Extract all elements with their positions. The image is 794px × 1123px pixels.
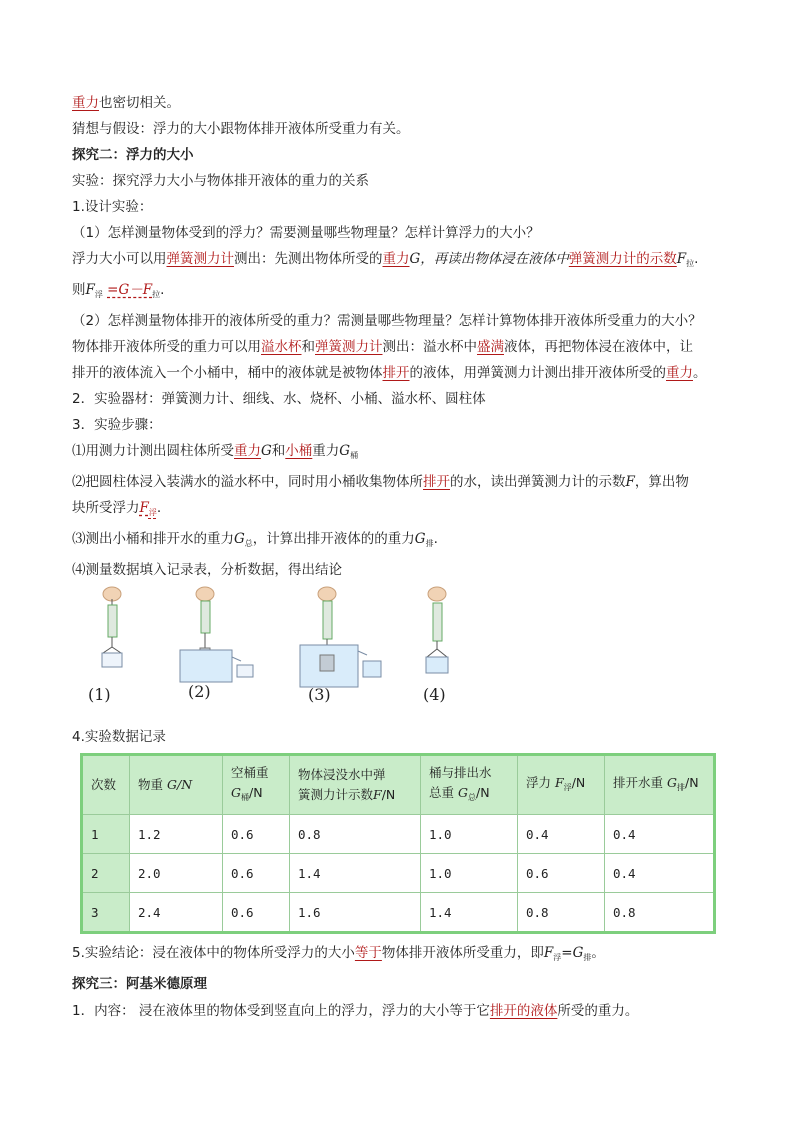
answer-blank: 弹簧测力计 (166, 251, 234, 267)
question-1: （1）怎样测量物体受到的浮力？需要测量哪些物理量？怎样计算浮力的大小？ (72, 225, 540, 241)
conclusion (72, 940, 732, 971)
header-text: 浮力 (526, 774, 552, 790)
answer-blank: F (139, 500, 149, 516)
header-text: 排开水重 (613, 774, 664, 790)
subscript: 拉 (686, 259, 695, 268)
table-cell: 1.4 (421, 893, 518, 933)
question-2: （2）怎样测量物体排开的液体所受的重力？需测量哪些物理量？怎样计算物体排开液体所受重力的大小？ (72, 313, 702, 329)
text: 的水，读出弹簧测力计的示数 (450, 474, 626, 490)
symbol: F (373, 787, 382, 802)
step-3 (72, 526, 732, 557)
text: 。 (591, 945, 605, 961)
text: . (156, 500, 162, 516)
text: 重力 (312, 443, 340, 459)
unit: /N (685, 774, 699, 790)
answer-blank: 弹簧测力计 (315, 339, 383, 355)
symbol: G (261, 443, 272, 459)
step-2 (72, 469, 732, 495)
text: ⑵把圆柱体浸入装满水的溢水杯中，同时用小桶收集物体所 (72, 474, 423, 490)
answer-blank: 重力 (234, 443, 261, 459)
header-cell (518, 755, 605, 815)
table-cell: 0.8 (290, 815, 421, 854)
unit: /N (177, 777, 193, 792)
symbol: F (543, 945, 554, 961)
header-cell (82, 755, 130, 815)
figure-3-illustration (295, 585, 390, 690)
answer-blank: 弹簧测力计的示数 (568, 251, 677, 267)
subscript: 排 (583, 953, 592, 962)
answer-blank: 溢水杯 (261, 339, 302, 355)
design-heading: 1.设计实验： (72, 199, 153, 215)
text: 块所受浮力 (72, 500, 140, 516)
subscript: 桶 (241, 792, 249, 802)
line-8 (72, 277, 732, 308)
table-cell: 0.8 (518, 893, 605, 933)
answer-blank: 重力 (382, 251, 410, 267)
header-text: 簧测力计示数 (298, 787, 374, 802)
subscript: 排 (677, 782, 685, 792)
table-cell: 0.6 (223, 854, 290, 893)
figure-2-illustration (175, 585, 270, 685)
line-11 (72, 360, 732, 386)
subscript: 浮 (94, 290, 103, 299)
table-cell: 1.0 (421, 815, 518, 854)
symbol: F (85, 282, 95, 298)
header-cell (130, 755, 223, 815)
text: ⑶测出小桶和排开水的重力 (72, 531, 234, 547)
data-record-heading: 4.实验数据记录 (72, 729, 166, 745)
symbol: G (234, 531, 245, 547)
text: ，算出物 (634, 474, 689, 490)
subscript: 浮 (553, 953, 562, 962)
symbol: G (339, 443, 351, 459)
symbol: G (414, 531, 426, 547)
text: . (694, 251, 699, 267)
subscript: 总 (468, 792, 476, 802)
table-row (82, 893, 715, 933)
table-cell: 0.4 (605, 854, 715, 893)
text: 测出：溢水杯中 (382, 339, 477, 355)
unit: /N (476, 784, 490, 800)
text: 则 (72, 282, 86, 298)
figure-2-label: (2) (188, 682, 211, 701)
hypothesis: 猜想与假设：浮力的大小跟物体排开液体所受重力有关。 (72, 121, 410, 137)
document-body (72, 90, 732, 583)
text: . (160, 282, 165, 298)
subscript: 排 (425, 539, 434, 548)
header-text: 次数 (91, 777, 117, 792)
subscript: 桶 (350, 451, 359, 460)
symbol: F (625, 474, 635, 490)
table-row (82, 815, 715, 854)
text: 排开的液体流入一个小桶中，桶中的液体就是被物体 (72, 365, 383, 381)
figure-4-illustration (415, 585, 465, 680)
subscript: 拉 (152, 290, 161, 299)
answer-blank: 排开的液体 (489, 1003, 558, 1019)
header-cell (290, 755, 421, 815)
figure-4-label: (4) (423, 685, 446, 704)
text: . (433, 531, 438, 547)
answer-blank: 重力 (666, 365, 693, 381)
text: 1．内容： 浸在液体里的物体受到竖直向上的浮力，浮力的大小等于它 (72, 1003, 490, 1019)
section-3-heading: 探究三：阿基米德原理 (72, 976, 207, 992)
text: 和 (271, 443, 286, 459)
unit: /N (381, 787, 396, 802)
table-cell: 1.6 (290, 893, 421, 933)
principle-content (72, 998, 732, 1025)
table-cell: 1 (82, 815, 130, 854)
unit: /N (249, 784, 263, 800)
table-cell: 0.6 (223, 893, 290, 933)
table-header-row (82, 755, 715, 815)
table-cell: 0.6 (518, 854, 605, 893)
text: 测出：先测出物体所受的 (234, 251, 383, 267)
header-text: 空桶重 (231, 764, 269, 780)
text: = (561, 945, 573, 961)
text: 物体排开液体所受重力，即 (381, 945, 544, 961)
text: 液体，再把物体浸在液体中，让 (504, 339, 693, 355)
header-text: 物重 (138, 777, 164, 792)
answer-blank: =G－F (107, 282, 153, 298)
text: 5.实验结论：浸在液体中的物体所受浮力的大小 (72, 945, 355, 961)
text: ⑴用测力计测出圆柱体所受 (72, 443, 234, 459)
symbol: F (555, 774, 564, 790)
header-text: 物体浸没水中弹 (298, 767, 386, 782)
table-cell: 2 (82, 854, 130, 893)
text: 也密切相关。 (99, 95, 180, 111)
steps-heading: 3．实验步骤： (72, 417, 162, 433)
table-cell: 1.0 (421, 854, 518, 893)
step-4: ⑷测量数据填入记录表，分析数据，得出结论 (72, 562, 342, 578)
document-body-end (72, 940, 732, 1025)
header-cell (421, 755, 518, 815)
subscript: 浮 (563, 782, 572, 792)
text: 浮力大小可以用 (72, 251, 167, 267)
symbol: G (667, 774, 677, 790)
answer-blank: 盛满 (477, 339, 504, 355)
symbol: G (458, 784, 468, 800)
text: G，再读出物体浸在液体中 (409, 251, 569, 267)
answer-blank: 重力 (72, 95, 99, 111)
equipment: 2．实验器材：弹簧测力计、细线、水、烧杯、小桶、溢水杯、圆柱体 (72, 391, 486, 407)
line-10 (72, 334, 732, 360)
table-row (82, 854, 715, 893)
figure-1-label: (1) (88, 685, 111, 704)
symbol: G (231, 784, 241, 800)
table-cell: 2.0 (130, 854, 223, 893)
figure-1-illustration (90, 585, 140, 675)
text: 物体排开液体所受的重力可以用 (72, 339, 261, 355)
data-table (80, 753, 716, 934)
answer-blank: 排开 (382, 365, 410, 381)
text: 和 (301, 339, 315, 355)
header-cell (223, 755, 290, 815)
symbol: F (676, 251, 687, 267)
table-cell: 2.4 (130, 893, 223, 933)
header-cell (605, 755, 715, 815)
line-7 (72, 246, 732, 277)
subscript: 浮 (148, 508, 157, 517)
table-cell: 0.8 (605, 893, 715, 933)
step-2-cont (72, 495, 732, 526)
symbol: G (572, 945, 584, 961)
experiment-figures (80, 585, 480, 715)
table-cell: 0.4 (518, 815, 605, 854)
header-text: 总重 (429, 784, 455, 800)
answer-blank: 小桶 (285, 443, 313, 459)
symbol: G (167, 777, 177, 792)
header-text: 桶与排出水 (429, 764, 492, 780)
text: 。 (693, 365, 707, 381)
unit: /N (571, 774, 586, 790)
figure-3-label: (3) (308, 685, 331, 704)
table-cell: 3 (82, 893, 130, 933)
section-2-heading: 探究二：浮力的大小 (72, 147, 194, 163)
text: ，计算出排开液体的的重力 (252, 531, 415, 547)
line-1 (72, 90, 732, 116)
table-cell: 1.4 (290, 854, 421, 893)
table-cell: 0.4 (605, 815, 715, 854)
text: 所受的重力。 (557, 1003, 639, 1019)
table-cell: 1.2 (130, 815, 223, 854)
answer-blank: 排开 (423, 474, 450, 490)
answer-blank: 等于 (354, 945, 382, 961)
subscript: 总 (244, 539, 253, 548)
experiment-title: 实验：探究浮力大小与物体排开液体的重力的关系 (72, 173, 369, 189)
step-1 (72, 438, 732, 469)
text: 的液体，用弹簧测力计测出排开液体所受的 (409, 365, 666, 381)
table-cell: 0.6 (223, 815, 290, 854)
